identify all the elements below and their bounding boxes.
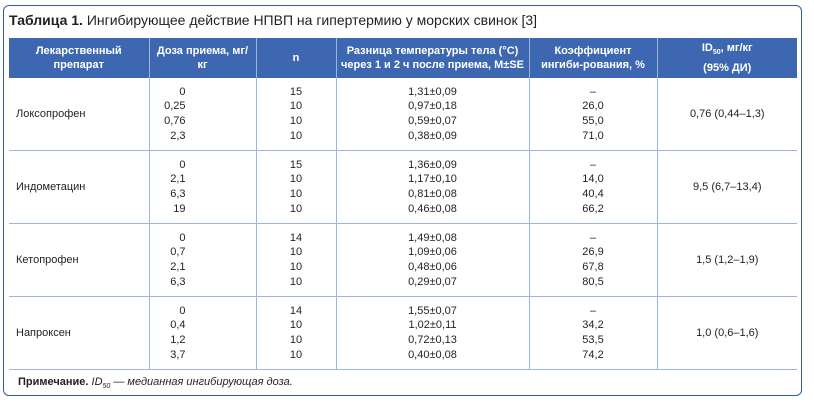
dose-cell-value: 0,4: [170, 319, 186, 332]
drug-cell: Индометацин: [9, 151, 149, 224]
inhibition-coef-cell-value: 66,2: [582, 202, 604, 215]
temperature-diff-cell-value: 0,81±0,08: [408, 188, 457, 200]
dose-cell-value: 0: [179, 304, 186, 317]
n-cell: [256, 151, 336, 224]
n-cell-value: 14: [289, 231, 303, 244]
id50-cell: 1,5 (1,2–1,9): [657, 224, 797, 297]
n-cell-value: 10: [289, 275, 303, 288]
dose-cell-value: 2,1: [170, 261, 186, 273]
dose-cell: [149, 297, 256, 370]
inhibition-coef-cell-value: 53,5: [582, 334, 604, 346]
header-row: [9, 38, 797, 78]
inhibition-coef-cell-value: –: [589, 304, 597, 317]
table-row: [9, 151, 797, 224]
table-title-label: Таблица 1.: [9, 12, 83, 28]
table-note: [18, 375, 293, 394]
inhibition-coef-cell-value: 67,8: [582, 261, 604, 273]
dose-cell-value: 0: [179, 158, 186, 171]
n-cell-value: 10: [289, 115, 303, 127]
header-id50: [657, 38, 797, 78]
temperature-diff-cell-value: 1,17±0,10: [408, 173, 457, 186]
table-row: [9, 224, 797, 297]
n-cell-value: 15: [289, 158, 303, 171]
inhibition-coef-cell-value: 26,0: [582, 100, 604, 113]
inhibition-coef-cell-value: –: [589, 231, 597, 244]
n-cell-value: 10: [289, 334, 303, 346]
header-id50-ci: (95% ДИ): [703, 61, 752, 74]
dose-cell-value: 19: [173, 202, 186, 215]
header-dose: Доза приема, мг/кг: [149, 38, 256, 78]
temperature-diff-cell-value: 0,59±0,07: [408, 115, 457, 127]
note-label: Примечание.: [18, 376, 89, 388]
dose-cell: [149, 151, 256, 224]
header-drug: Лекарственный препарат: [9, 38, 149, 78]
inhibition-coef-cell: [529, 297, 657, 370]
n-cell-value: 10: [289, 319, 303, 332]
dose-cell-value: 6,3: [170, 275, 186, 288]
header-id50-rest: , мг/кг: [720, 42, 753, 55]
n-cell-value: 10: [289, 129, 303, 142]
n-cell-value: 14: [289, 304, 303, 317]
inhibition-coef-cell-value: 14,0: [582, 173, 604, 186]
dose-cell-value: 0,76: [164, 115, 186, 127]
inhibition-coef-cell-value: 71,0: [582, 129, 604, 142]
id50-cell: 9,5 (6,7–13,4): [657, 151, 797, 224]
n-cell-value: 10: [289, 261, 303, 273]
id50-cell: 0,76 (0,44–1,3): [657, 78, 797, 151]
note-id-sub: 50: [102, 383, 111, 391]
dose-cell-value: 3,7: [170, 348, 186, 361]
inhibition-coef-cell-value: 80,5: [582, 275, 604, 288]
drug-cell: Напроксен: [9, 297, 149, 370]
header-id50-main: ID: [701, 42, 713, 55]
header-n: n: [256, 38, 336, 78]
inhibition-coef-cell-value: 74,2: [582, 348, 604, 361]
inhibition-coef-cell: [529, 78, 657, 151]
dose-cell: [149, 224, 256, 297]
temperature-diff-cell: [336, 78, 529, 151]
temperature-diff-cell-value: 1,49±0,08: [408, 231, 457, 244]
inhibition-coef-cell-value: –: [589, 158, 597, 171]
header-temperature-diff: Разница температуры тела (°С) через 1 и 2 ч после приема, M±SE: [336, 38, 529, 78]
table-row: [9, 78, 797, 151]
inhibition-coef-cell-value: 55,0: [582, 115, 604, 127]
inhibition-coef-cell: [529, 151, 657, 224]
temperature-diff-cell-value: 0,48±0,06: [408, 261, 457, 273]
n-cell-value: 10: [289, 348, 303, 361]
n-cell-value: 10: [289, 202, 303, 215]
temperature-diff-cell-value: 0,97±0,18: [408, 100, 457, 113]
id50-cell: 1,0 (0,6–1,6): [657, 297, 797, 370]
dose-cell-value: 0: [179, 85, 186, 98]
temperature-diff-cell-value: 1,36±0,09: [408, 158, 457, 171]
dose-cell-value: 0,25: [164, 100, 186, 113]
drug-cell: Кетопрофен: [9, 224, 149, 297]
temperature-diff-cell: [336, 297, 529, 370]
table-title: [9, 11, 537, 29]
table-row: [9, 297, 797, 370]
dose-cell-value: 1,2: [170, 334, 186, 346]
dose-cell-value: 2,1: [170, 173, 186, 186]
drug-cell: Локсопрофен: [9, 78, 149, 151]
n-cell: [256, 78, 336, 151]
temperature-diff-cell-value: 0,29±0,07: [408, 275, 457, 288]
inhibition-coef-cell: [529, 224, 657, 297]
dose-cell-value: 0: [179, 231, 186, 244]
n-cell-value: 10: [289, 173, 303, 186]
table-title-text: Ингибирующее действие НПВП на гипертермию у морских свинок [3]: [86, 12, 538, 28]
dose-cell: [149, 78, 256, 151]
dose-cell-value: 6,3: [170, 188, 186, 200]
n-cell: [256, 224, 336, 297]
temperature-diff-cell: [336, 224, 529, 297]
n-cell: [256, 297, 336, 370]
dose-cell-value: 2,3: [170, 129, 186, 142]
temperature-diff-cell-value: 0,38±0,09: [408, 129, 457, 142]
n-cell-value: 10: [289, 100, 303, 113]
inhibition-coef-cell-value: 34,2: [582, 319, 604, 332]
header-inhibition-coef: Коэффициент ингиби-рования, %: [529, 38, 657, 78]
inhibition-coef-cell-value: 40,4: [582, 188, 604, 200]
temperature-diff-cell-value: 1,09±0,06: [408, 246, 457, 259]
n-cell-value: 10: [289, 188, 303, 200]
note-text: — медианная ингибирующая доза.: [110, 376, 293, 388]
inhibition-coef-cell-value: 26,9: [582, 246, 604, 259]
dose-cell-value: 0,7: [170, 246, 186, 259]
n-cell-value: 10: [289, 246, 303, 259]
temperature-diff-cell-value: 0,72±0,13: [408, 334, 457, 346]
temperature-diff-cell: [336, 151, 529, 224]
n-cell-value: 15: [289, 85, 303, 98]
temperature-diff-cell-value: 0,40±0,08: [408, 348, 457, 361]
temperature-diff-cell-value: 1,31±0,09: [408, 85, 457, 98]
header-id50-sub: 50: [712, 49, 721, 57]
temperature-diff-cell-value: 0,46±0,08: [408, 202, 457, 215]
data-table: [9, 38, 797, 370]
temperature-diff-cell-value: 1,55±0,07: [408, 304, 457, 317]
note-id: ID: [91, 376, 103, 388]
temperature-diff-cell-value: 1,02±0,11: [408, 319, 457, 332]
inhibition-coef-cell-value: –: [589, 85, 597, 98]
